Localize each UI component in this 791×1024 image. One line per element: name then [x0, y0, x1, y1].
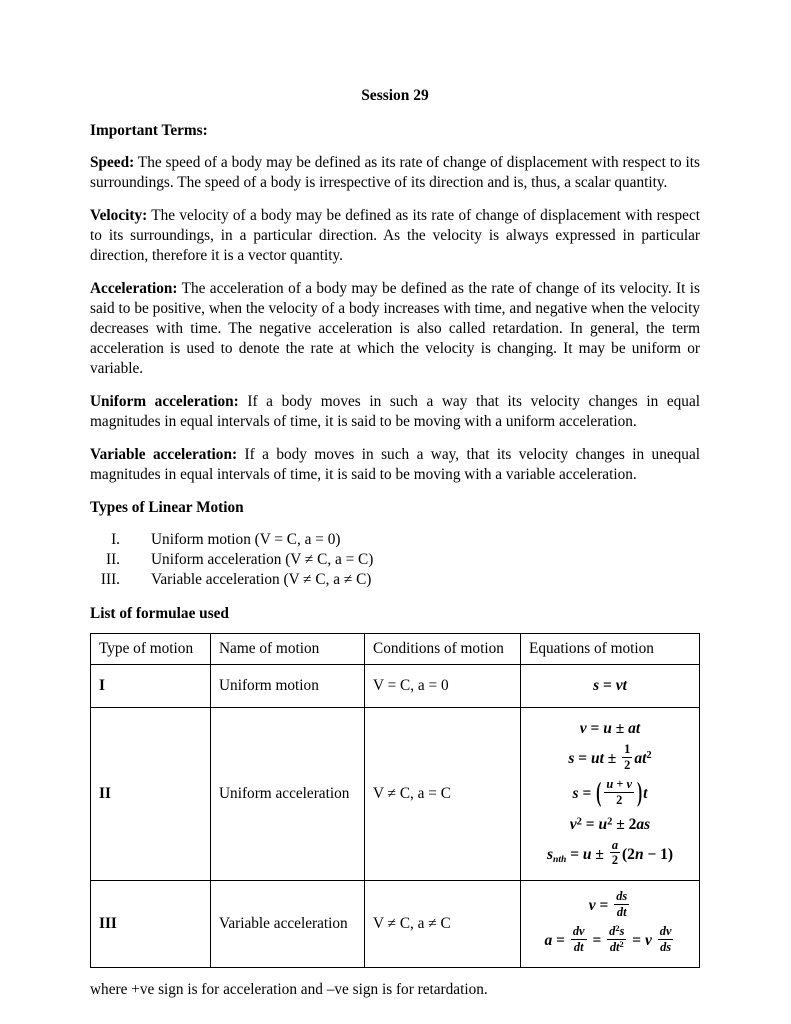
equation: v = u ± at	[579, 720, 641, 737]
term-paragraph-variable-acceleration	[90, 445, 700, 485]
list-item-text: Uniform acceleration (V ≠ C, a = C)	[151, 551, 374, 568]
equation: s = ( $\frac{u + v}{2}$ )t	[525, 779, 695, 810]
big-paren: (	[596, 777, 602, 808]
equation: a = $\frac{dv}{dt}$ = $\frac{d^2s}{dt^2}$ = v $\frac{dv}{ds}$	[544, 923, 672, 954]
type-cell: I	[91, 665, 211, 708]
big-paren: )	[637, 777, 643, 808]
term-label: Uniform acceleration:	[90, 393, 239, 410]
formulae-table	[90, 633, 700, 968]
types-of-linear-motion-heading: Types of Linear Motion	[90, 499, 244, 516]
type-cell: III	[91, 881, 211, 968]
table-header-row	[91, 634, 700, 665]
list-item	[90, 530, 700, 550]
term-label: Variable acceleration:	[90, 446, 238, 463]
list-numeral: II.	[105, 551, 120, 568]
term-label: Acceleration:	[90, 280, 178, 297]
equations-cell	[521, 665, 700, 708]
types-list	[90, 530, 700, 590]
term-definition: If a body moves in such a way that its velocity changes in equal magnitudes in equal intervals of time, it is said to be moving with a uniform acceleration.	[90, 393, 700, 430]
equations-cell	[521, 708, 700, 881]
term-paragraph-uniform-acceleration	[90, 392, 700, 432]
term-paragraph-speed	[90, 153, 700, 193]
column-header-conditions: Conditions of motion	[365, 634, 521, 665]
term-paragraph-velocity	[90, 206, 700, 266]
column-header-name: Name of motion	[211, 634, 365, 665]
list-numeral: I.	[111, 531, 120, 548]
table-row-uniform-acceleration	[91, 708, 700, 881]
name-cell: Variable acceleration	[211, 881, 365, 968]
term-paragraph-acceleration	[90, 279, 700, 379]
equations-cell	[521, 881, 700, 968]
list-item-text: Variable acceleration (V ≠ C, a ≠ C)	[151, 571, 372, 588]
type-cell: II	[91, 708, 211, 881]
important-terms-heading: Important Terms:	[90, 122, 208, 139]
list-numeral: III.	[100, 571, 120, 588]
table-row-uniform-motion	[91, 665, 700, 708]
conditions-cell: V = C, a = 0	[365, 665, 521, 708]
equation: $v^2 = u^2 \pm 2as$	[569, 815, 651, 833]
equation: s = vt	[593, 677, 627, 694]
conditions-cell: V ≠ C, a = C	[365, 708, 521, 881]
column-header-type: Type of motion	[91, 634, 211, 665]
page-title: Session 29	[361, 87, 429, 104]
list-of-formulae-heading: List of formulae used	[90, 605, 229, 622]
name-cell: Uniform motion	[211, 665, 365, 708]
term-definition: The velocity of a body may be defined as its rate of change of displacement with respect to its surroundings, in a particular direction. As the velocity is always expressed in particular direction, therefore it is a vector quantity.	[90, 207, 700, 264]
conditions-cell: V ≠ C, a ≠ C	[365, 881, 521, 968]
term-label: Speed:	[90, 154, 135, 171]
sign-convention-note: where +ve sign is for acceleration and –ve sign is for retardation.	[90, 980, 488, 998]
term-definition: The acceleration of a body may be defined as the rate of change of its velocity. It is said to be positive, when the velocity of a body increases with time, and negative when the velocity decreases with time. The negative acceleration is also called retardation. In general, the term acceleration is used to denote the rate at which the velocity is changing. It may be uniform or variable.	[90, 280, 700, 377]
list-item	[90, 550, 700, 570]
term-definition: The speed of a body may be defined as its rate of change of displacement with respect to its surroundings. The speed of a body is irrespective of its direction and is, thus, a scalar quantity.	[90, 154, 700, 191]
equation: v = $\frac{ds}{dt}$	[588, 889, 628, 920]
list-item-text: Uniform motion (V = C, a = 0)	[151, 531, 341, 548]
list-item	[90, 570, 700, 590]
term-label: Velocity:	[90, 207, 148, 224]
column-header-equations: Equations of motion	[521, 634, 700, 665]
table-row-variable-acceleration	[91, 881, 700, 968]
equation: $s_{nth} = u$ ± $\frac{a}{2}$ (2n − 1)	[546, 837, 674, 868]
term-definition: If a body moves in such a way, that its velocity changes in unequal magnitudes in equal intervals of time, it is said to be moving with a variable acceleration.	[90, 446, 700, 483]
equation: s = ut ± $\frac{1}{2}$ $at^2$	[568, 742, 652, 772]
name-cell: Uniform acceleration	[211, 708, 365, 881]
